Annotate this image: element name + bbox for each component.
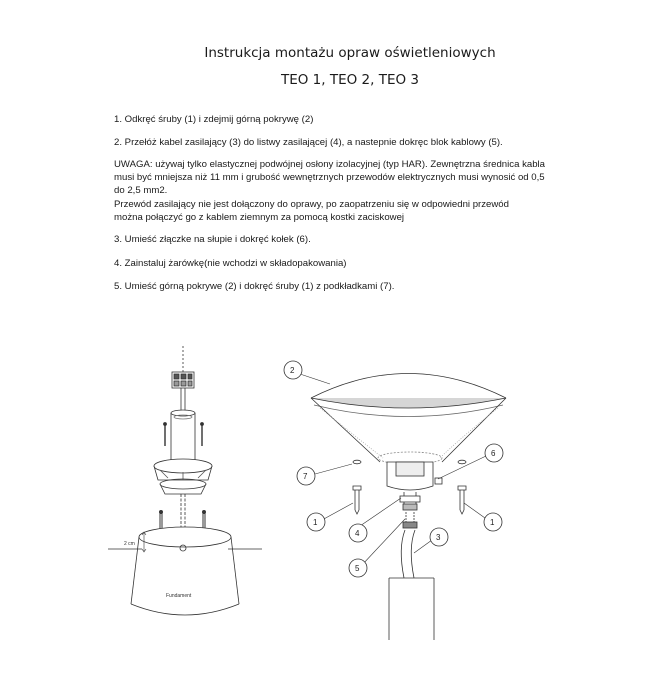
note-line-2: można połączyć go z kablem ziemnym za pomocą kostki zaciskowej	[114, 212, 405, 223]
note-line-1: Przewód zasilający nie jest dołączony do oprawy, po zaopatrzeniu się w odpowiedni przewód	[114, 199, 509, 210]
document-subtitle: TEO 1, TEO 2, TEO 3	[280, 72, 419, 88]
callout-7: 7	[303, 472, 308, 481]
callout-6: 6	[491, 449, 496, 458]
step-4: 4. Zainstaluj żarówkę(nie wchodzi w składopakowania)	[114, 258, 347, 269]
warning-line-3: do 2,5 mm2.	[114, 185, 168, 196]
dimension-label: 2 cm	[124, 541, 135, 547]
step-3: 3. Umieść złączke na słupie i dokręć kołek (6).	[114, 234, 311, 245]
warning-line-1: UWAGA: używaj tylko elastycznej podwójnej osłony izolacyjnej (typ HAR). Zewnętrzna średnica kabla	[114, 159, 546, 170]
document-title: Instrukcja montażu opraw oświetleniowych	[204, 45, 496, 61]
foundation-label: Fundament	[166, 593, 192, 599]
step-1: 1. Odkręć śruby (1) i zdejmij górną pokrywę (2)	[114, 114, 314, 125]
callout-1-right: 1	[490, 518, 495, 527]
step-2: 2. Przełóż kabel zasilający (3) do listwy zasilającej (4), a nastepnie dokręc blok kablowy (5).	[114, 137, 503, 148]
step-5: 5. Umieść górną pokrywe (2) i dokręć śruby (1) z podkładkami (7).	[114, 281, 395, 292]
callout-4: 4	[355, 529, 360, 538]
luminaire-head-drawing	[284, 361, 506, 640]
warning-line-2: musi być mniejsza niż 11 mm i grubość wewnętrznych przewodów elektrycznych musi wynosić od 0,5	[114, 172, 545, 183]
callout-1-left: 1	[313, 518, 318, 527]
callout-3: 3	[436, 533, 441, 542]
callout-2: 2	[290, 366, 295, 375]
pole-mounting-drawing	[108, 346, 262, 615]
callout-5: 5	[355, 564, 360, 573]
